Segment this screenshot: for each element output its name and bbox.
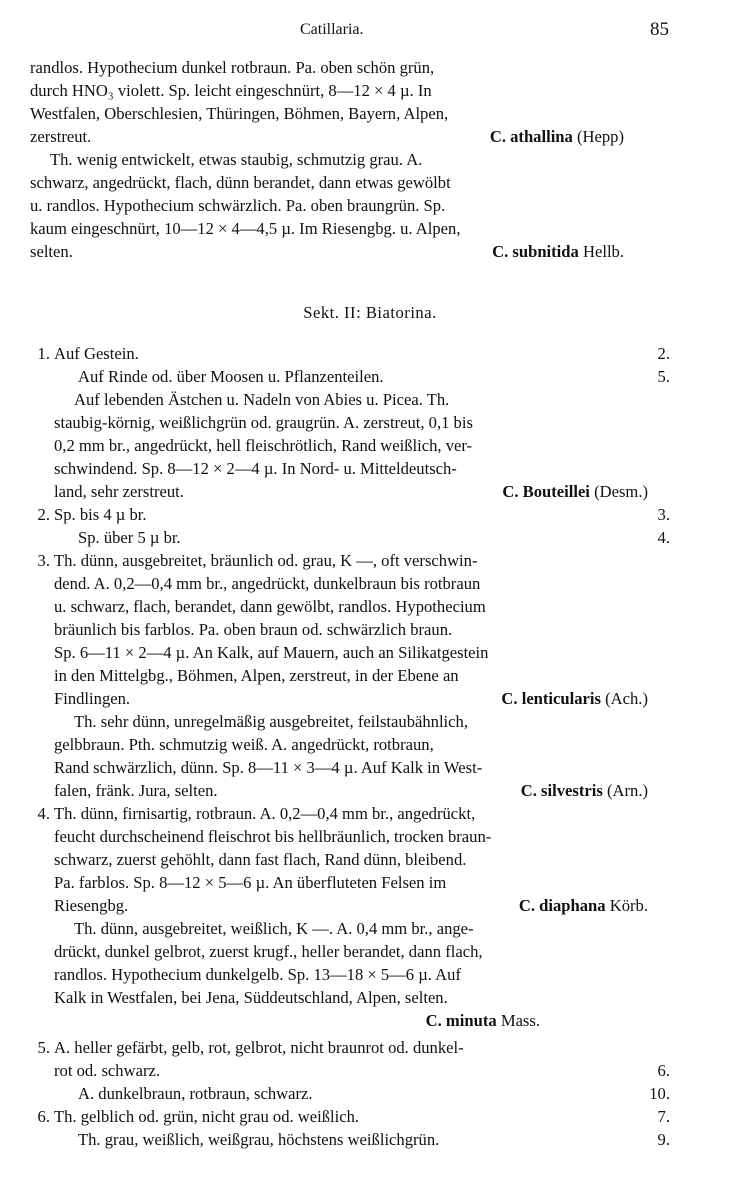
section-heading: Sekt. II: Biatorina. [303,303,437,322]
species-author: (Desm.) [594,482,648,501]
species-line [54,894,670,917]
key-target: 3. [657,505,670,524]
key-entry-2 [30,503,670,549]
text-line: schwarz, zuerst gehöhlt, dann fast flach, Rand dünn, bleibend. [54,850,467,869]
text-line: zerstreut. [30,127,92,146]
text-line: A. heller gefärbt, gelb, rot, gelbrot, nicht braunrot od. dunkel- [54,1038,464,1057]
text-line: feucht durchscheinend fleischrot bis hellbräunlich, trocken braun- [54,827,492,846]
key-number: 1. [37,344,50,363]
species-line [54,687,670,710]
text-line: gelbbraun. Pth. schmutzig weiß. A. angedrückt, rotbraun, [54,735,434,754]
key-lead: A. dunkelbraun, rotbraun, schwarz. [78,1084,313,1103]
text-line: drückt, dunkel gelbrot, zuerst krugf., heller berandet, dann flach, [54,942,483,961]
key-entry-4 [30,802,670,1032]
key-lead: Sp. bis 4 µ br. [54,505,147,524]
key-lead: Auf Rinde od. über Moosen u. Pflanzenteilen. [78,367,384,386]
key-lead: Th. grau, weißlich, weißgrau, höchstens weißlichgrün. [78,1130,440,1149]
key-target: 10. [649,1084,670,1103]
text-line: Kalk in Westfalen, bei Jena, Süddeutschland, Alpen, selten. [54,988,448,1007]
text-line: dend. A. 0,2—0,4 mm br., angedrückt, dunkelbraun bis rotbraun [54,574,481,593]
text-line: u. schwarz, flach, berandet, dann gewölbt, randlos. Hypothecium [54,597,486,616]
species-line [54,779,670,802]
page-body [30,56,670,1151]
key-entry-5 [30,1036,670,1105]
text-line: staubig-körnig, weißlichgrün od. graugrün. A. zerstreut, 0,1 bis [54,413,473,432]
text-line: Westfalen, Oberschlesien, Thüringen, Böhmen, Bayern, Alpen, [30,104,449,123]
text-line: Th. dünn, ausgebreitet, bräunlich od. grau, K —, oft verschwin- [54,551,478,570]
key-number: 3. [37,551,50,570]
text-line: schwarz, angedrückt, flach, dünn berandet, dann etwas gewölbt [30,173,451,192]
key-target: 4. [657,528,670,547]
key-target: 9. [657,1130,670,1149]
text-line: Pa. farblos. Sp. 8—12 × 5—6 µ. An überfluteten Felsen im [54,873,447,892]
species-author: (Ach.) [605,689,648,708]
key-target: 2. [657,344,670,363]
text-line: randlos. Hypothecium dunkel rotbraun. Pa. oben schön grün, [30,58,435,77]
species-name: C. athallina [489,127,573,146]
text-line: randlos. Hypothecium dunkelgelb. Sp. 13—18 × 5—6 µ. Auf [54,965,461,984]
species-line [30,125,670,148]
text-line: Th. wenig entwickelt, etwas staubig, schmutzig grau. A. [50,150,423,169]
species-name: C. diaphana [518,896,606,915]
page-number: 85 [650,19,669,40]
text-line: Th. sehr dünn, unregelmäßig ausgebreitet, feilstaubähnlich, [74,712,468,731]
text-line: durch HNO₃ violett. Sp. leicht eingeschnürt, 8—12 × 4 µ. In [30,81,432,100]
key-target: 5. [657,367,670,386]
species-name: C. subnitida [492,242,579,261]
text-line: bräunlich bis farblos. Pa. oben braun od. schwärzlich braun. [54,620,453,639]
species-author: Körb. [609,896,648,915]
species-line [54,480,670,503]
text-line: Th. dünn, ausgebreitet, weißlich, K —. A. 0,4 mm br., ange- [74,919,474,938]
key-entry-3 [30,549,670,802]
species-author: (Hepp) [577,127,624,146]
text-line: 0,2 mm br., angedrückt, hell fleischrötlich, Rand weißlich, ver- [54,436,473,455]
paragraph-athallina [30,56,670,148]
text-line: in den Mittelgbg., Böhmen, Alpen, zerstreut, in der Ebene an [54,666,459,685]
page-header [0,18,737,44]
species-name: C. lenticularis [501,689,601,708]
key-entry-1 [30,342,670,503]
paragraph-subnitida [30,148,670,263]
text-line: selten. [30,242,73,261]
key-lead: Auf Gestein. [54,344,139,363]
species-line [30,240,670,263]
text-line: falen, fränk. Jura, selten. [54,781,218,800]
text-line: Riesengbg. [54,896,129,915]
text-line: u. randlos. Hypothecium schwärzlich. Pa. oben braungrün. Sp. [30,196,446,215]
key-number: 6. [37,1107,50,1126]
key-number: 5. [37,1038,50,1057]
running-title: Catillaria. [300,21,364,38]
text-line: Sp. 6—11 × 2—4 µ. An Kalk, auf Mauern, auch an Silikatgestein [54,643,489,662]
text-line: kaum eingeschnürt, 10—12 × 4—4,5 µ. Im Riesengbg. u. Alpen, [30,219,461,238]
text-line: rot od. schwarz. [54,1061,160,1080]
key-number: 2. [37,505,50,524]
key-number: 4. [37,804,50,823]
species-line [54,1009,670,1032]
key-entry-6 [30,1105,670,1151]
text-line: land, sehr zerstreut. [54,482,184,501]
text-line: schwindend. Sp. 8—12 × 2—4 µ. In Nord- u. Mitteldeutsch- [54,459,457,478]
text-line: Th. dünn, firnisartig, rotbraun. A. 0,2—0,4 mm br., angedrückt, [54,804,476,823]
key-target: 7. [657,1107,670,1126]
text-line: Findlingen. [54,689,131,708]
key-lead: Sp. über 5 µ br. [78,528,181,547]
text-line: Auf lebenden Ästchen u. Nadeln von Abies u. Picea. Th. [74,390,450,409]
species-author: Hellb. [582,242,624,261]
key-target: 6. [657,1061,670,1080]
species-name: C. minuta [425,1011,497,1030]
species-name: C. Bouteillei [502,482,590,501]
key-lead: Th. gelblich od. grün, nicht grau od. weißlich. [54,1107,360,1126]
species-author: Mass. [500,1011,540,1030]
species-name: C. silvestris [520,781,603,800]
species-author: (Arn.) [606,781,648,800]
text-line: Rand schwärzlich, dünn. Sp. 8—11 × 3—4 µ. Auf Kalk in West- [54,758,483,777]
